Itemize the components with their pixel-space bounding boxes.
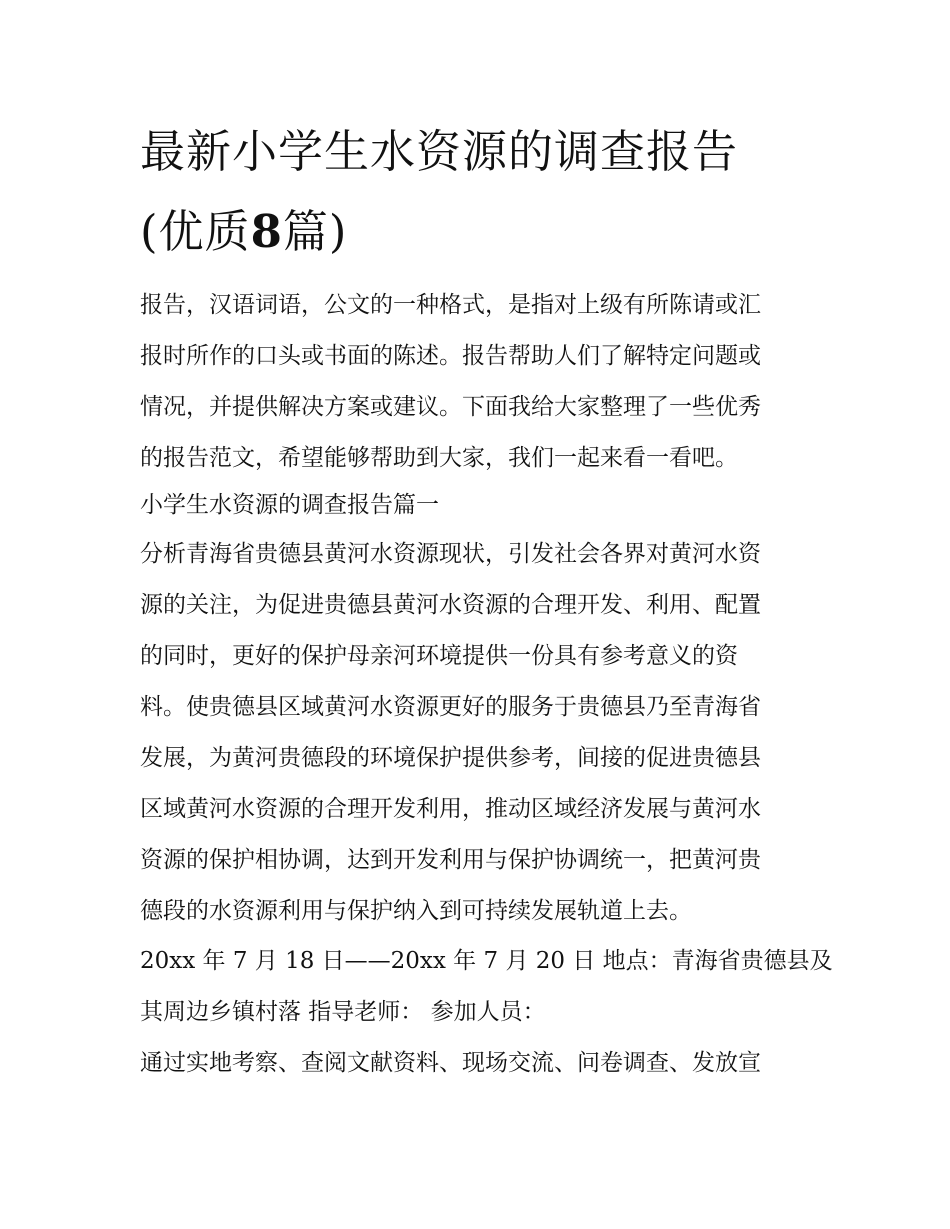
title-open: (优质	[140, 205, 251, 258]
text-line: 德段的水资源利用与保护纳入到可持续发展轨道上去。	[140, 898, 692, 924]
text-line: 的报告范文，希望能够帮助到大家，我们一起来看一看吧。	[140, 445, 738, 471]
text-line: 情况，并提供解决方案或建议。下面我给大家整理了一些优秀	[140, 394, 761, 420]
text-line: 报告，汉语词语，公文的一种格式，是指对上级有所陈请或汇	[140, 292, 761, 318]
text-line: 料。使贵德县区域黄河水资源更好的服务于贵德县乃至青海省	[140, 694, 761, 720]
document-title	[140, 112, 820, 272]
title-line-1: 最新小学生水资源的调查报告	[140, 125, 739, 178]
text-line: 源的关注，为促进贵德县黄河水资源的合理开发、利用、配置	[140, 592, 761, 618]
text-line: 报时所作的口头或书面的陈述。报告帮助人们了解特定问题或	[140, 343, 761, 369]
text-line: 区域黄河水资源的合理开发利用，推动区域经济发展与黄河水	[140, 796, 761, 822]
text-line: 其周边乡镇村落 指导老师： 参加人员：	[140, 999, 546, 1025]
time-place-paragraph	[140, 936, 833, 1038]
text-line: 资源的保护相协调，达到开发利用与保护协调统一，把黄河贵	[140, 847, 761, 873]
method-paragraph	[140, 1040, 820, 1086]
text-line: 发展，为黄河贵德段的环境保护提供参考，间接的促进贵德县	[140, 745, 761, 771]
section-heading: 小学生水资源的调查报告篇一	[140, 492, 439, 518]
purpose-paragraph	[140, 529, 820, 937]
text-line: 20xx 年 7 月 18 日——20xx 年 7 月 20 日 地点：青海省贵德县及	[140, 948, 833, 974]
title-line-2	[140, 192, 820, 272]
text-line: 的同时，更好的保护母亲河环境提供一份具有参考意义的资	[140, 643, 738, 669]
title-close: 篇)	[282, 205, 348, 258]
intro-paragraph	[140, 280, 820, 484]
text-line: 通过实地考察、查阅文献资料、现场交流、问卷调查、发放宣	[140, 1050, 761, 1076]
text-line: 分析青海省贵德县黄河水资源现状，引发社会各界对黄河水资	[140, 541, 761, 567]
title-count: 8	[250, 205, 283, 258]
